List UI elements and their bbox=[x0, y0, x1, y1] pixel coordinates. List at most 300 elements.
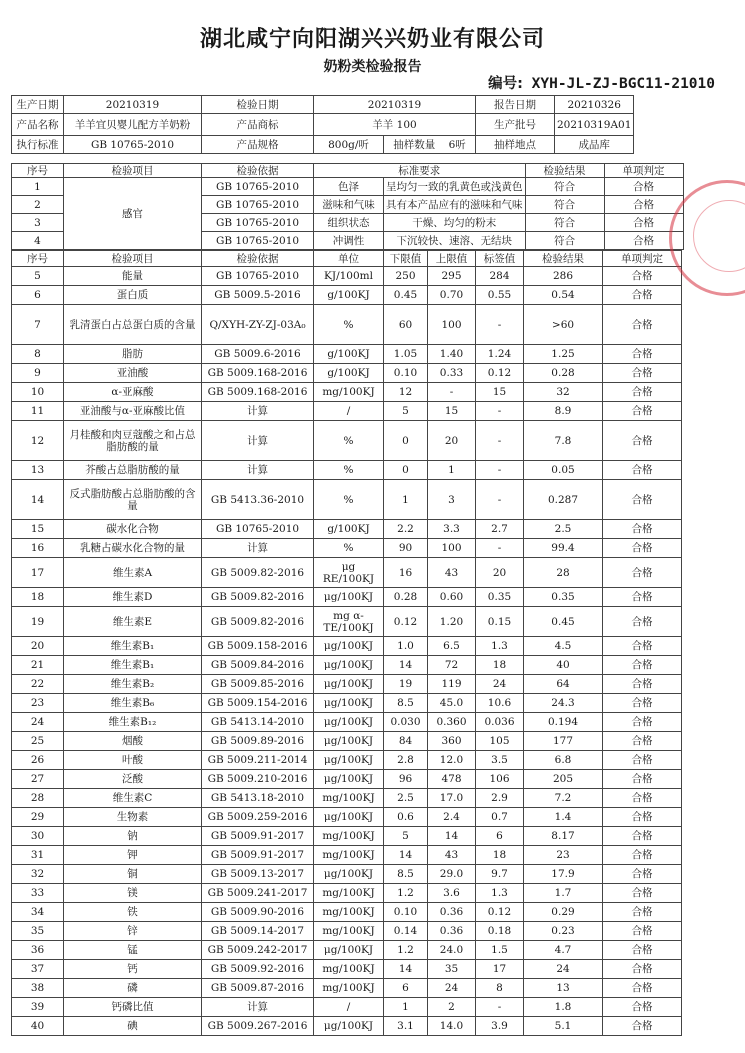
table-row bbox=[12, 808, 682, 827]
table-row bbox=[12, 713, 682, 732]
row-upper-limit: 3 bbox=[428, 480, 476, 520]
row-label-value: 3.9 bbox=[476, 1017, 524, 1036]
table-row bbox=[12, 960, 682, 979]
row-judgement: 合格 bbox=[603, 751, 682, 770]
row-label-value: 0.036 bbox=[476, 713, 524, 732]
row-requirement: 下沉较快、速溶、无结块 bbox=[384, 232, 526, 250]
row-item: 生物素 bbox=[64, 808, 202, 827]
table-row bbox=[12, 178, 684, 196]
row-lower-limit: 1 bbox=[384, 480, 428, 520]
row-basis: GB 5009.90-2016 bbox=[202, 903, 314, 922]
row-unit: μg/100KJ bbox=[314, 637, 384, 656]
row-lower-limit: 250 bbox=[384, 267, 428, 286]
table-row bbox=[12, 1017, 682, 1036]
row-no: 19 bbox=[12, 607, 64, 637]
row-lower-limit: 14 bbox=[384, 846, 428, 865]
sample-loc-value: 成品库 bbox=[555, 136, 634, 154]
row-label-value: - bbox=[476, 998, 524, 1017]
product-label: 产品名称 bbox=[12, 114, 64, 136]
row-result: 0.45 bbox=[524, 607, 603, 637]
row-item: 脂肪 bbox=[64, 345, 202, 364]
row-judgement: 合格 bbox=[603, 1017, 682, 1036]
row-unit: g/100KJ bbox=[314, 520, 384, 539]
row-basis: 计算 bbox=[202, 998, 314, 1017]
report-date-label: 报告日期 bbox=[476, 96, 555, 114]
sensory-header-judgement: 单项判定 bbox=[604, 164, 683, 178]
row-lower-limit: 0.10 bbox=[384, 364, 428, 383]
row-label-value: 0.55 bbox=[476, 286, 524, 305]
row-unit: mg/100KJ bbox=[314, 383, 384, 402]
table-row bbox=[12, 383, 682, 402]
row-item: 碘 bbox=[64, 1017, 202, 1036]
row-result: >60 bbox=[524, 305, 603, 345]
row-lower-limit: 16 bbox=[384, 558, 428, 588]
row-judgement: 合格 bbox=[603, 694, 682, 713]
table-row bbox=[12, 421, 682, 461]
table-row bbox=[12, 770, 682, 789]
row-upper-limit: 100 bbox=[428, 305, 476, 345]
row-judgement: 合格 bbox=[603, 656, 682, 675]
row-judgement: 合格 bbox=[604, 196, 683, 214]
report-date-value: 20210326 bbox=[555, 96, 634, 114]
row-no: 5 bbox=[12, 267, 64, 286]
row-basis: GB 5009.82-2016 bbox=[202, 558, 314, 588]
row-basis: GB 5009.259-2016 bbox=[202, 808, 314, 827]
row-result: 符合 bbox=[525, 214, 604, 232]
row-lower-limit: 84 bbox=[384, 732, 428, 751]
table-row bbox=[12, 637, 682, 656]
row-item: 烟酸 bbox=[64, 732, 202, 751]
row-lower-limit: 12 bbox=[384, 383, 428, 402]
row-unit: % bbox=[314, 305, 384, 345]
row-lower-limit: 2.8 bbox=[384, 751, 428, 770]
row-upper-limit: 43 bbox=[428, 846, 476, 865]
row-label-value: - bbox=[476, 305, 524, 345]
row-judgement: 合格 bbox=[603, 364, 682, 383]
row-unit: mg/100KJ bbox=[314, 846, 384, 865]
row-unit: mg/100KJ bbox=[314, 922, 384, 941]
row-item: 维生素B₁ bbox=[64, 656, 202, 675]
row-judgement: 合格 bbox=[603, 461, 682, 480]
row-result: 1.7 bbox=[524, 884, 603, 903]
row-result: 40 bbox=[524, 656, 603, 675]
header-item: 检验项目 bbox=[64, 251, 202, 267]
row-item: 月桂酸和肉豆蔻酸之和占总脂肪酸的量 bbox=[64, 421, 202, 461]
row-result: 符合 bbox=[525, 232, 604, 250]
row-requirement: 干燥、均匀的粉末 bbox=[384, 214, 526, 232]
sensory-header-requirement: 标准要求 bbox=[314, 164, 526, 178]
row-basis: GB 5009.82-2016 bbox=[202, 588, 314, 607]
row-label-value: 0.18 bbox=[476, 922, 524, 941]
row-label-value: 6 bbox=[476, 827, 524, 846]
table-row bbox=[12, 903, 682, 922]
header-upper: 上限值 bbox=[428, 251, 476, 267]
row-basis: GB 5413.36-2010 bbox=[202, 480, 314, 520]
row-upper-limit: 0.60 bbox=[428, 588, 476, 607]
spec-value: 800g/听 bbox=[314, 136, 384, 154]
row-result: 24 bbox=[524, 960, 603, 979]
row-no: 11 bbox=[12, 402, 64, 421]
row-result: 1.4 bbox=[524, 808, 603, 827]
row-judgement: 合格 bbox=[603, 789, 682, 808]
row-basis: 计算 bbox=[202, 421, 314, 461]
row-item: 铜 bbox=[64, 865, 202, 884]
row-judgement: 合格 bbox=[603, 846, 682, 865]
table-row bbox=[12, 922, 682, 941]
row-label-value: 10.6 bbox=[476, 694, 524, 713]
row-judgement: 合格 bbox=[603, 922, 682, 941]
row-item: 锰 bbox=[64, 941, 202, 960]
row-judgement: 合格 bbox=[603, 941, 682, 960]
row-no: 25 bbox=[12, 732, 64, 751]
row-result: 0.05 bbox=[524, 461, 603, 480]
row-lower-limit: 0.10 bbox=[384, 903, 428, 922]
row-upper-limit: 2.4 bbox=[428, 808, 476, 827]
row-no: 32 bbox=[12, 865, 64, 884]
header-basis: 检验依据 bbox=[202, 251, 314, 267]
row-label-value: 0.15 bbox=[476, 607, 524, 637]
row-label-value: 106 bbox=[476, 770, 524, 789]
row-lower-limit: 2.2 bbox=[384, 520, 428, 539]
row-no: 4 bbox=[12, 232, 64, 250]
row-result: 24.3 bbox=[524, 694, 603, 713]
row-judgement: 合格 bbox=[603, 607, 682, 637]
row-upper-limit: 100 bbox=[428, 539, 476, 558]
test-date-value: 20210319 bbox=[314, 96, 476, 114]
sensory-header-basis: 检验依据 bbox=[202, 164, 314, 178]
table-row bbox=[12, 979, 682, 998]
row-judgement: 合格 bbox=[603, 884, 682, 903]
table-row bbox=[12, 402, 682, 421]
row-judgement: 合格 bbox=[603, 305, 682, 345]
row-basis: GB 5009.89-2016 bbox=[202, 732, 314, 751]
row-item: 钾 bbox=[64, 846, 202, 865]
row-item: 磷 bbox=[64, 979, 202, 998]
row-judgement: 合格 bbox=[603, 588, 682, 607]
row-item: α-亚麻酸 bbox=[64, 383, 202, 402]
row-upper-limit: 6.5 bbox=[428, 637, 476, 656]
row-item: 钙磷比值 bbox=[64, 998, 202, 1017]
batch-label: 生产批号 bbox=[476, 114, 555, 136]
row-judgement: 合格 bbox=[603, 713, 682, 732]
row-upper-limit: - bbox=[428, 383, 476, 402]
row-basis: GB 5413.14-2010 bbox=[202, 713, 314, 732]
row-result: 0.23 bbox=[524, 922, 603, 941]
header-label: 标签值 bbox=[476, 251, 524, 267]
table-row bbox=[12, 461, 682, 480]
row-upper-limit: 24.0 bbox=[428, 941, 476, 960]
row-item: 叶酸 bbox=[64, 751, 202, 770]
row-basis: GB 5009.85-2016 bbox=[202, 675, 314, 694]
row-lower-limit: 19 bbox=[384, 675, 428, 694]
row-no: 21 bbox=[12, 656, 64, 675]
sensory-header-result: 检验结果 bbox=[525, 164, 604, 178]
row-item: 锌 bbox=[64, 922, 202, 941]
row-no: 39 bbox=[12, 998, 64, 1017]
row-basis: GB 5009.92-2016 bbox=[202, 960, 314, 979]
row-result: 99.4 bbox=[524, 539, 603, 558]
row-lower-limit: 14 bbox=[384, 656, 428, 675]
row-unit: KJ/100ml bbox=[314, 267, 384, 286]
row-judgement: 合格 bbox=[604, 232, 683, 250]
table-row bbox=[12, 520, 682, 539]
row-no: 16 bbox=[12, 539, 64, 558]
row-no: 38 bbox=[12, 979, 64, 998]
table-row bbox=[12, 789, 682, 808]
sample-qty bbox=[384, 136, 476, 154]
row-result: 符合 bbox=[525, 178, 604, 196]
row-label-value: 15 bbox=[476, 383, 524, 402]
row-item: 乳糖占碳水化合物的量 bbox=[64, 539, 202, 558]
header-unit: 单位 bbox=[314, 251, 384, 267]
row-label-value: - bbox=[476, 461, 524, 480]
row-basis: GB 5009.242-2017 bbox=[202, 941, 314, 960]
row-no: 37 bbox=[12, 960, 64, 979]
row-no: 35 bbox=[12, 922, 64, 941]
row-result: 4.7 bbox=[524, 941, 603, 960]
row-result: 6.8 bbox=[524, 751, 603, 770]
row-result: 13 bbox=[524, 979, 603, 998]
row-lower-limit: 1 bbox=[384, 998, 428, 1017]
row-basis: GB 5009.158-2016 bbox=[202, 637, 314, 656]
row-no: 15 bbox=[12, 520, 64, 539]
row-judgement: 合格 bbox=[603, 637, 682, 656]
table-row bbox=[12, 846, 682, 865]
standard-value: GB 10765-2010 bbox=[64, 136, 202, 154]
table-row bbox=[12, 364, 682, 383]
row-no: 31 bbox=[12, 846, 64, 865]
row-unit: g/100KJ bbox=[314, 286, 384, 305]
row-lower-limit: 0.030 bbox=[384, 713, 428, 732]
row-label-value: - bbox=[476, 539, 524, 558]
table-row bbox=[12, 607, 682, 637]
row-label-value: 18 bbox=[476, 656, 524, 675]
row-label-value: 2.9 bbox=[476, 789, 524, 808]
row-basis: GB 5009.87-2016 bbox=[202, 979, 314, 998]
row-label-value: 0.7 bbox=[476, 808, 524, 827]
row-item: 维生素E bbox=[64, 607, 202, 637]
row-upper-limit: 0.36 bbox=[428, 922, 476, 941]
row-judgement: 合格 bbox=[603, 558, 682, 588]
row-result: 177 bbox=[524, 732, 603, 751]
row-item: 能量 bbox=[64, 267, 202, 286]
row-upper-limit: 35 bbox=[428, 960, 476, 979]
row-unit: mg/100KJ bbox=[314, 789, 384, 808]
row-label-value: 284 bbox=[476, 267, 524, 286]
row-upper-limit: 2 bbox=[428, 998, 476, 1017]
row-judgement: 合格 bbox=[603, 345, 682, 364]
row-no: 14 bbox=[12, 480, 64, 520]
row-no: 22 bbox=[12, 675, 64, 694]
row-upper-limit: 45.0 bbox=[428, 694, 476, 713]
row-unit: μg/100KJ bbox=[314, 694, 384, 713]
sensory-table bbox=[11, 163, 684, 250]
row-upper-limit: 478 bbox=[428, 770, 476, 789]
row-result: 7.8 bbox=[524, 421, 603, 461]
row-result: 0.29 bbox=[524, 903, 603, 922]
row-no: 10 bbox=[12, 383, 64, 402]
row-basis: Q/XYH-ZY-ZJ-03A₀ bbox=[202, 305, 314, 345]
row-upper-limit: 14 bbox=[428, 827, 476, 846]
row-item: 芥酸占总脂肪酸的量 bbox=[64, 461, 202, 480]
row-unit: mg/100KJ bbox=[314, 827, 384, 846]
row-judgement: 合格 bbox=[603, 808, 682, 827]
row-label-value: 0.12 bbox=[476, 903, 524, 922]
row-label-value: 18 bbox=[476, 846, 524, 865]
row-item: 镁 bbox=[64, 884, 202, 903]
row-basis: GB 10765-2010 bbox=[202, 232, 314, 250]
row-upper-limit: 72 bbox=[428, 656, 476, 675]
row-basis: GB 5009.84-2016 bbox=[202, 656, 314, 675]
row-no: 29 bbox=[12, 808, 64, 827]
row-lower-limit: 5 bbox=[384, 402, 428, 421]
table-row bbox=[12, 286, 682, 305]
row-lower-limit: 0.28 bbox=[384, 588, 428, 607]
table-row bbox=[12, 827, 682, 846]
brand-value: 羊羊 100 bbox=[314, 114, 476, 136]
row-basis: GB 5009.6-2016 bbox=[202, 345, 314, 364]
prod-date-value: 20210319 bbox=[64, 96, 202, 114]
row-no: 40 bbox=[12, 1017, 64, 1036]
row-result: 17.9 bbox=[524, 865, 603, 884]
row-lower-limit: 5 bbox=[384, 827, 428, 846]
table-row bbox=[12, 675, 682, 694]
row-upper-limit: 15 bbox=[428, 402, 476, 421]
row-unit: / bbox=[314, 998, 384, 1017]
row-label-value: 24 bbox=[476, 675, 524, 694]
row-upper-limit: 12.0 bbox=[428, 751, 476, 770]
row-item: 维生素D bbox=[64, 588, 202, 607]
row-result: 0.194 bbox=[524, 713, 603, 732]
nutrient-table bbox=[11, 250, 682, 1036]
row-upper-limit: 29.0 bbox=[428, 865, 476, 884]
row-attribute: 组织状态 bbox=[314, 214, 384, 232]
row-label-value: 1.3 bbox=[476, 637, 524, 656]
table-row bbox=[12, 732, 682, 751]
sample-loc-label: 抽样地点 bbox=[476, 136, 555, 154]
row-result: 0.54 bbox=[524, 286, 603, 305]
row-result: 0.35 bbox=[524, 588, 603, 607]
row-unit: μg/100KJ bbox=[314, 713, 384, 732]
row-result: 5.1 bbox=[524, 1017, 603, 1036]
row-basis: GB 5009.82-2016 bbox=[202, 607, 314, 637]
row-lower-limit: 60 bbox=[384, 305, 428, 345]
row-judgement: 合格 bbox=[603, 520, 682, 539]
row-basis: GB 10765-2010 bbox=[202, 520, 314, 539]
row-judgement: 合格 bbox=[603, 286, 682, 305]
row-requirement: 呈均匀一致的乳黄色或浅黄色 bbox=[384, 178, 526, 196]
row-label-value: 17 bbox=[476, 960, 524, 979]
row-item: 钠 bbox=[64, 827, 202, 846]
row-no: 1 bbox=[12, 178, 64, 196]
standard-label: 执行标准 bbox=[12, 136, 64, 154]
row-item: 维生素A bbox=[64, 558, 202, 588]
row-result: 64 bbox=[524, 675, 603, 694]
row-judgement: 合格 bbox=[603, 675, 682, 694]
table-row bbox=[12, 941, 682, 960]
row-label-value: 1.24 bbox=[476, 345, 524, 364]
row-unit: μg/100KJ bbox=[314, 941, 384, 960]
document-number bbox=[488, 72, 715, 93]
row-basis: GB 10765-2010 bbox=[202, 178, 314, 196]
row-unit: mg/100KJ bbox=[314, 884, 384, 903]
row-unit: μg/100KJ bbox=[314, 865, 384, 884]
table-row bbox=[12, 558, 682, 588]
row-lower-limit: 96 bbox=[384, 770, 428, 789]
row-upper-limit: 14.0 bbox=[428, 1017, 476, 1036]
table-row bbox=[12, 865, 682, 884]
row-attribute: 冲调性 bbox=[314, 232, 384, 250]
row-unit: μg/100KJ bbox=[314, 732, 384, 751]
row-basis: GB 5009.13-2017 bbox=[202, 865, 314, 884]
document-number-label: 编号: bbox=[488, 76, 523, 92]
row-basis: GB 10765-2010 bbox=[202, 214, 314, 232]
table-row bbox=[12, 539, 682, 558]
row-item: 维生素B₂ bbox=[64, 675, 202, 694]
row-item: 维生素B₁₂ bbox=[64, 713, 202, 732]
row-unit: % bbox=[314, 421, 384, 461]
row-basis: 计算 bbox=[202, 402, 314, 421]
row-basis: GB 5009.211-2014 bbox=[202, 751, 314, 770]
table-row bbox=[12, 998, 682, 1017]
sensory-header-no: 序号 bbox=[12, 164, 64, 178]
row-item: 维生素B₁ bbox=[64, 637, 202, 656]
row-label-value: 1.3 bbox=[476, 884, 524, 903]
sensory-header-item: 检验项目 bbox=[64, 164, 202, 178]
product-info-table bbox=[11, 95, 634, 154]
row-lower-limit: 2.5 bbox=[384, 789, 428, 808]
row-result: 286 bbox=[524, 267, 603, 286]
prod-date-label: 生产日期 bbox=[12, 96, 64, 114]
report-title: 奶粉类检验报告 bbox=[323, 59, 422, 75]
header-lower: 下限值 bbox=[384, 251, 428, 267]
row-no: 13 bbox=[12, 461, 64, 480]
row-item: 碳水化合物 bbox=[64, 520, 202, 539]
row-label-value: 2.7 bbox=[476, 520, 524, 539]
row-result: 205 bbox=[524, 770, 603, 789]
row-result: 8.9 bbox=[524, 402, 603, 421]
row-judgement: 合格 bbox=[603, 267, 682, 286]
row-result: 8.17 bbox=[524, 827, 603, 846]
row-upper-limit: 20 bbox=[428, 421, 476, 461]
row-label-value: 105 bbox=[476, 732, 524, 751]
row-lower-limit: 0.6 bbox=[384, 808, 428, 827]
row-unit: mg/100KJ bbox=[314, 960, 384, 979]
row-unit: mg α-TE/100KJ bbox=[314, 607, 384, 637]
row-lower-limit: 0.45 bbox=[384, 286, 428, 305]
test-date-label: 检验日期 bbox=[202, 96, 314, 114]
row-basis: GB 5009.91-2017 bbox=[202, 827, 314, 846]
sample-qty-value: 6听 bbox=[448, 138, 466, 151]
row-lower-limit: 0.14 bbox=[384, 922, 428, 941]
row-no: 8 bbox=[12, 345, 64, 364]
row-unit: μg/100KJ bbox=[314, 808, 384, 827]
row-attribute: 滋味和气味 bbox=[314, 196, 384, 214]
row-no: 27 bbox=[12, 770, 64, 789]
document-number-value: XYH-JL-ZJ-BGC11-21010 bbox=[531, 76, 715, 92]
row-basis: GB 5009.241-2017 bbox=[202, 884, 314, 903]
header-judgement: 单项判定 bbox=[603, 251, 682, 267]
row-unit: μg/100KJ bbox=[314, 588, 384, 607]
row-basis: GB 5413.18-2010 bbox=[202, 789, 314, 808]
row-no: 17 bbox=[12, 558, 64, 588]
row-upper-limit: 295 bbox=[428, 267, 476, 286]
row-unit: % bbox=[314, 480, 384, 520]
row-unit: μg/100KJ bbox=[314, 675, 384, 694]
row-judgement: 合格 bbox=[603, 402, 682, 421]
row-lower-limit: 1.05 bbox=[384, 345, 428, 364]
row-item: 维生素B₆ bbox=[64, 694, 202, 713]
